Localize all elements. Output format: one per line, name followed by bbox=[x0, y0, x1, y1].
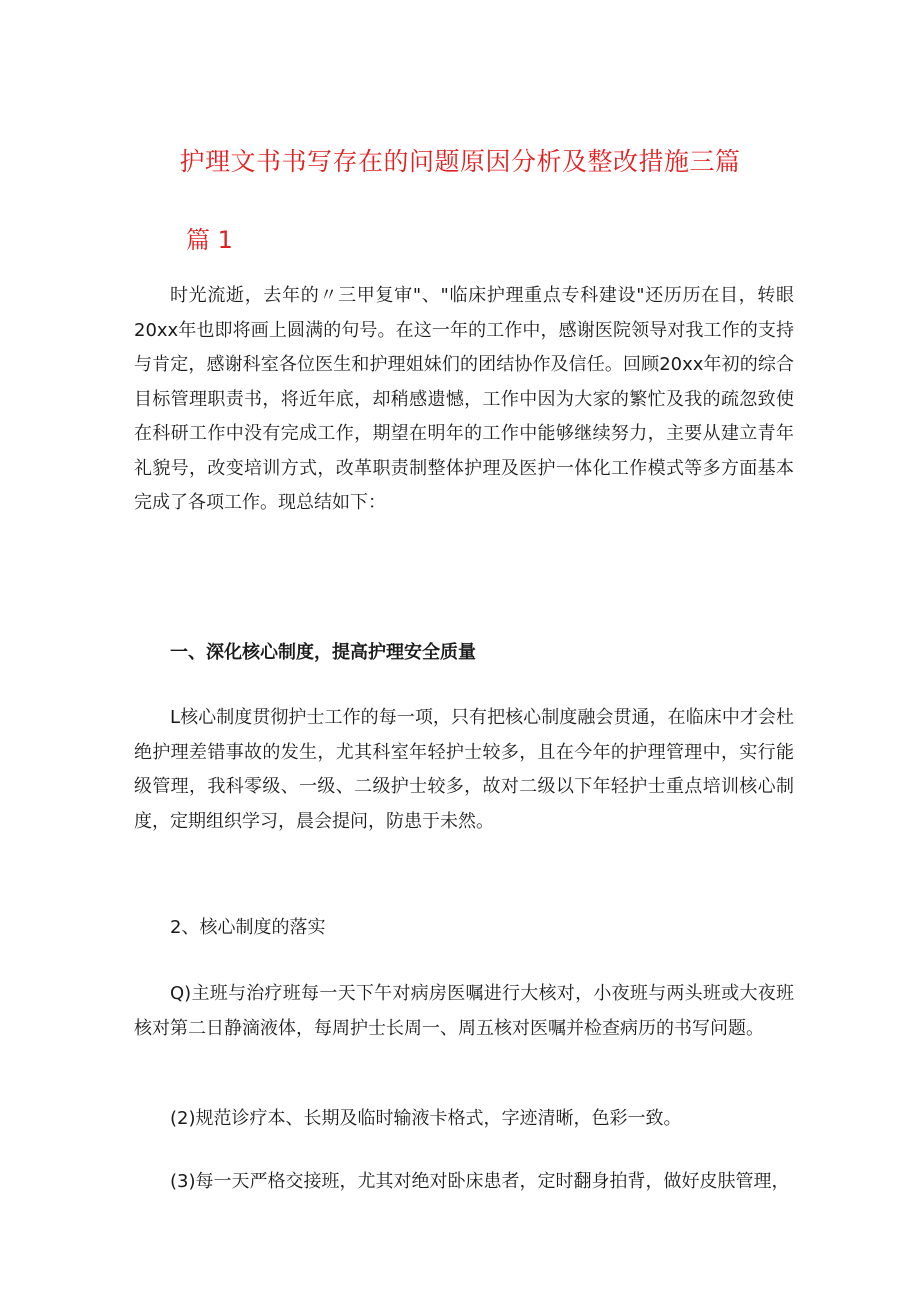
list-item-1: Q)主班与治疗班每一天下午对病房医嘱进行大核对，小夜班与两头班或大夜班核对第二日静滴液体，每周护士长周一、周五核对医嘱并检查病历的书写问题。 bbox=[134, 983, 794, 1039]
intro-paragraph: 时光流逝，去年的〃三甲复审"、"临床护理重点专科建设"还历历在目，转眼20xx年也即将画上圆满的句号。在这一年的工作中，感谢医院领导对我工作的支持与肯定，感谢科室各位医生和护理姐妹们的团结协作及信任。回顾20xx年初的综合目标管理职责书，将近年底，却稍感遗憾，工作中因为大家的繁忙及我的疏忽致使在科研工作中没有完成工作，期望在明年的工作中能够继续努力，主要从建立青年礼貌号，改变培训方式，改革职责制整体护理及医护一体化工作模式等多方面基本完成了各项工作。现总结如下： bbox=[134, 285, 794, 513]
paragraph-core-system: L核心制度贯彻护士工作的每一项，只有把核心制度融会贯通，在临床中才会杜绝护理差错事故的发生，尤其科室年轻护士较多，且在今年的护理管理中，实行能级管理，我科零级、一级、二级护士较多，故对二级以下年轻护士重点培训核心制度，定期组织学习，晨会提问，防患于未然。 bbox=[134, 707, 794, 832]
list-item-3: (3)每一天严格交接班，尤其对绝对卧床患者，定时翻身拍背，做好皮肤管理， bbox=[170, 1171, 790, 1192]
list-item-2: (2)规范诊疗本、长期及临时输液卡格式，字迹清晰，色彩一致。 bbox=[170, 1108, 682, 1129]
heading-implementation: 2、核心制度的落实 bbox=[170, 917, 326, 938]
heading-core-system: 一、深化核心制度，提高护理安全质量 bbox=[170, 642, 476, 663]
section-heading: 篇 1 bbox=[186, 226, 233, 254]
document-title: 护理文书书写存在的问题原因分析及整改措施三篇 bbox=[179, 147, 741, 176]
